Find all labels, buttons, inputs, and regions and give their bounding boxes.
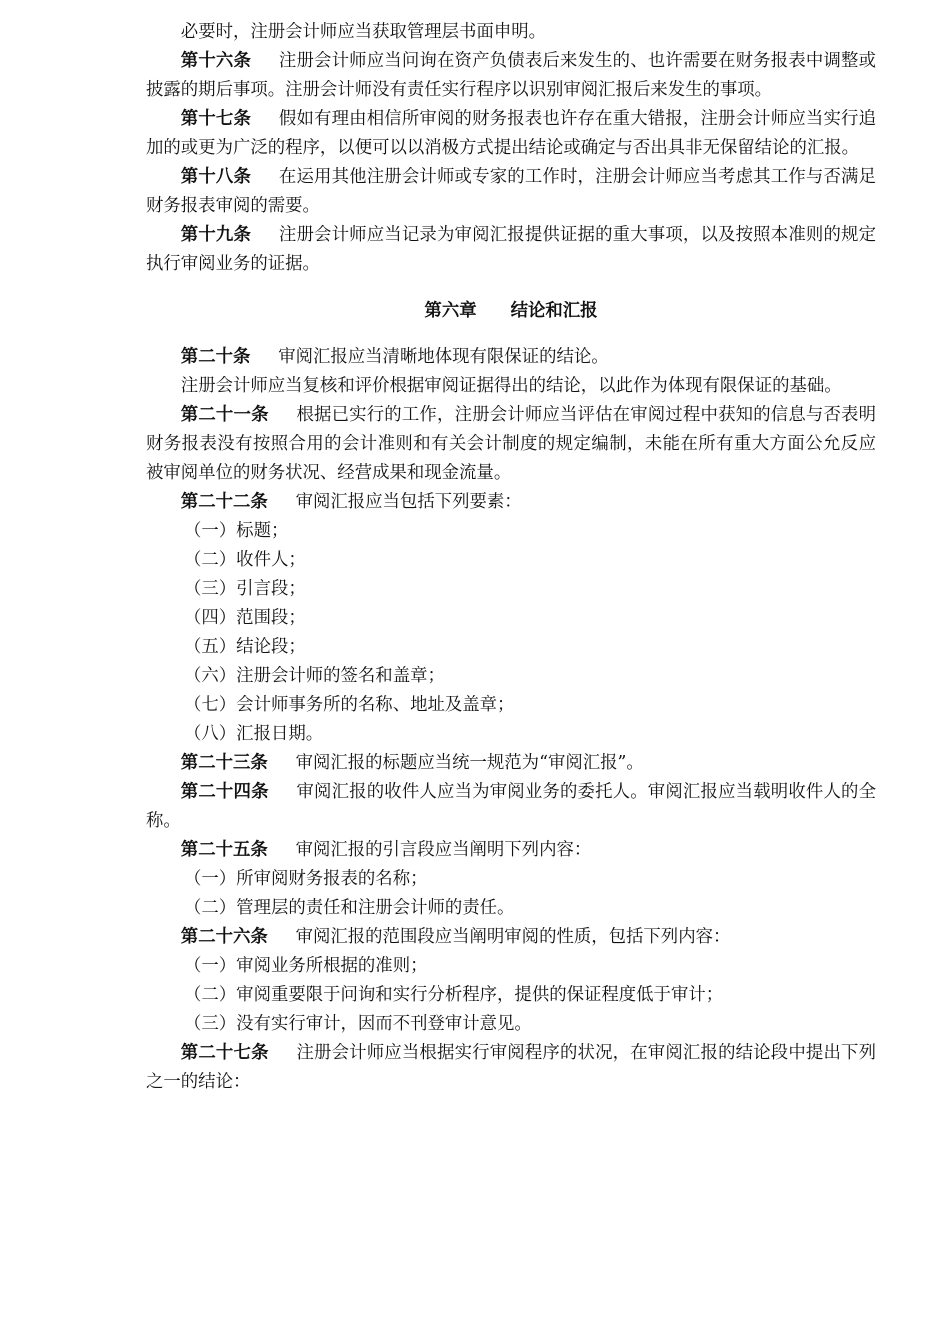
list-item: （一）标题； [184, 521, 289, 541]
list-item: （六）注册会计师的签名和盖章； [184, 666, 445, 686]
article-text: 审阅汇报应当清晰地体现有限保证的结论。 [278, 347, 609, 367]
article-paragraph [146, 105, 876, 163]
list-item: （二）收件人； [184, 550, 306, 570]
list-item: （七）会计师事务所的名称、地址及盖章； [184, 695, 515, 715]
article-number: 第十六条 [180, 51, 252, 71]
article-text: 审阅汇报应当包括下列要素： [295, 492, 522, 512]
article-text: 假如有理由相信所审阅的财务报表也许存在重大错报，注册会计师应当实行追加的或更为广泛的程序，以便可以以消极方式提出结论或确定与否出具非无保留结论的汇报。 [146, 109, 876, 158]
article-paragraph [146, 401, 876, 488]
article-text: 审阅汇报的引言段应当阐明下列内容： [295, 840, 592, 860]
article-paragraph [146, 923, 876, 952]
list-item: （一）审阅业务所根据的准则； [184, 956, 428, 976]
article-text: 根据已实行的工作，注册会计师应当评估在审阅过程中获知的信息与否表明财务报表没有按照合用的会计准则和有关会计制度的规定编制，未能在所有重大方面公允反应被审阅单位的财务状况、经营成果和现金流量。 [146, 405, 876, 483]
article-paragraph [146, 778, 876, 836]
article-number: 第二十三条 [180, 753, 268, 773]
list-item: （三）没有实行审计，因而不刊登审计意见。 [184, 1014, 532, 1034]
chapter-heading [146, 297, 876, 326]
article-text: 注册会计师应当根据实行审阅程序的状况，在审阅汇报的结论段中提出下列之一的结论： [146, 1043, 876, 1092]
article-paragraph [146, 343, 876, 372]
article-paragraph [146, 836, 876, 865]
article-text: 注册会计师应当记录为审阅汇报提供证据的重大事项，以及按照本准则的规定执行审阅业务的证据。 [146, 225, 876, 274]
article-number: 第二十七条 [180, 1043, 269, 1063]
article-number: 第二十六条 [180, 927, 268, 947]
list-item: （二）审阅重要限于问询和实行分析程序，提供的保证程度低于审计； [184, 985, 724, 1005]
document-page [146, 18, 876, 1097]
article-paragraph [146, 47, 876, 105]
list-item: （五）结论段； [184, 637, 306, 657]
list-item: （二）管理层的责任和注册会计师的责任。 [184, 898, 515, 918]
body-paragraph: 注册会计师应当复核和评价根据审阅证据得出的结论，以此作为体现有限保证的基础。 [180, 376, 842, 396]
list-item: （八）汇报日期。 [184, 724, 324, 744]
article-number: 第二十二条 [180, 492, 268, 512]
list-item: （三）引言段； [184, 579, 306, 599]
article-number: 第二十条 [180, 347, 251, 367]
article-number: 第十九条 [180, 225, 252, 245]
article-paragraph [146, 163, 876, 221]
article-paragraph [146, 749, 876, 778]
article-number: 第十八条 [180, 167, 252, 187]
article-text: 审阅汇报的收件人应当为审阅业务的委托人。审阅汇报应当载明收件人的全称。 [146, 782, 876, 831]
article-paragraph [146, 221, 876, 279]
chapter-title: 结论和汇报 [510, 301, 598, 321]
article-text: 注册会计师应当问询在资产负债表后来发生的、也许需要在财务报表中调整或披露的期后事项。注册会计师没有责任实行程序以识别审阅汇报后来发生的事项。 [146, 51, 876, 100]
article-number: 第十七条 [180, 109, 252, 129]
article-number: 第二十四条 [180, 782, 269, 802]
article-paragraph [146, 488, 876, 517]
article-text: 在运用其他注册会计师或专家的工作时，注册会计师应当考虑其工作与否满足财务报表审阅的需要。 [146, 167, 876, 216]
list-item: （一）所审阅财务报表的名称； [184, 869, 428, 889]
body-paragraph: 必要时，注册会计师应当获取管理层书面申明。 [180, 22, 547, 42]
article-paragraph [146, 1039, 876, 1097]
article-number: 第二十一条 [180, 405, 269, 425]
chapter-number: 第六章 [424, 301, 477, 321]
article-number: 第二十五条 [180, 840, 268, 860]
list-item: （四）范围段； [184, 608, 306, 628]
article-text: 审阅汇报的范围段应当阐明审阅的性质，包括下列内容： [295, 927, 731, 947]
article-text: 审阅汇报的标题应当统一规范为“审阅汇报”。 [295, 753, 644, 773]
